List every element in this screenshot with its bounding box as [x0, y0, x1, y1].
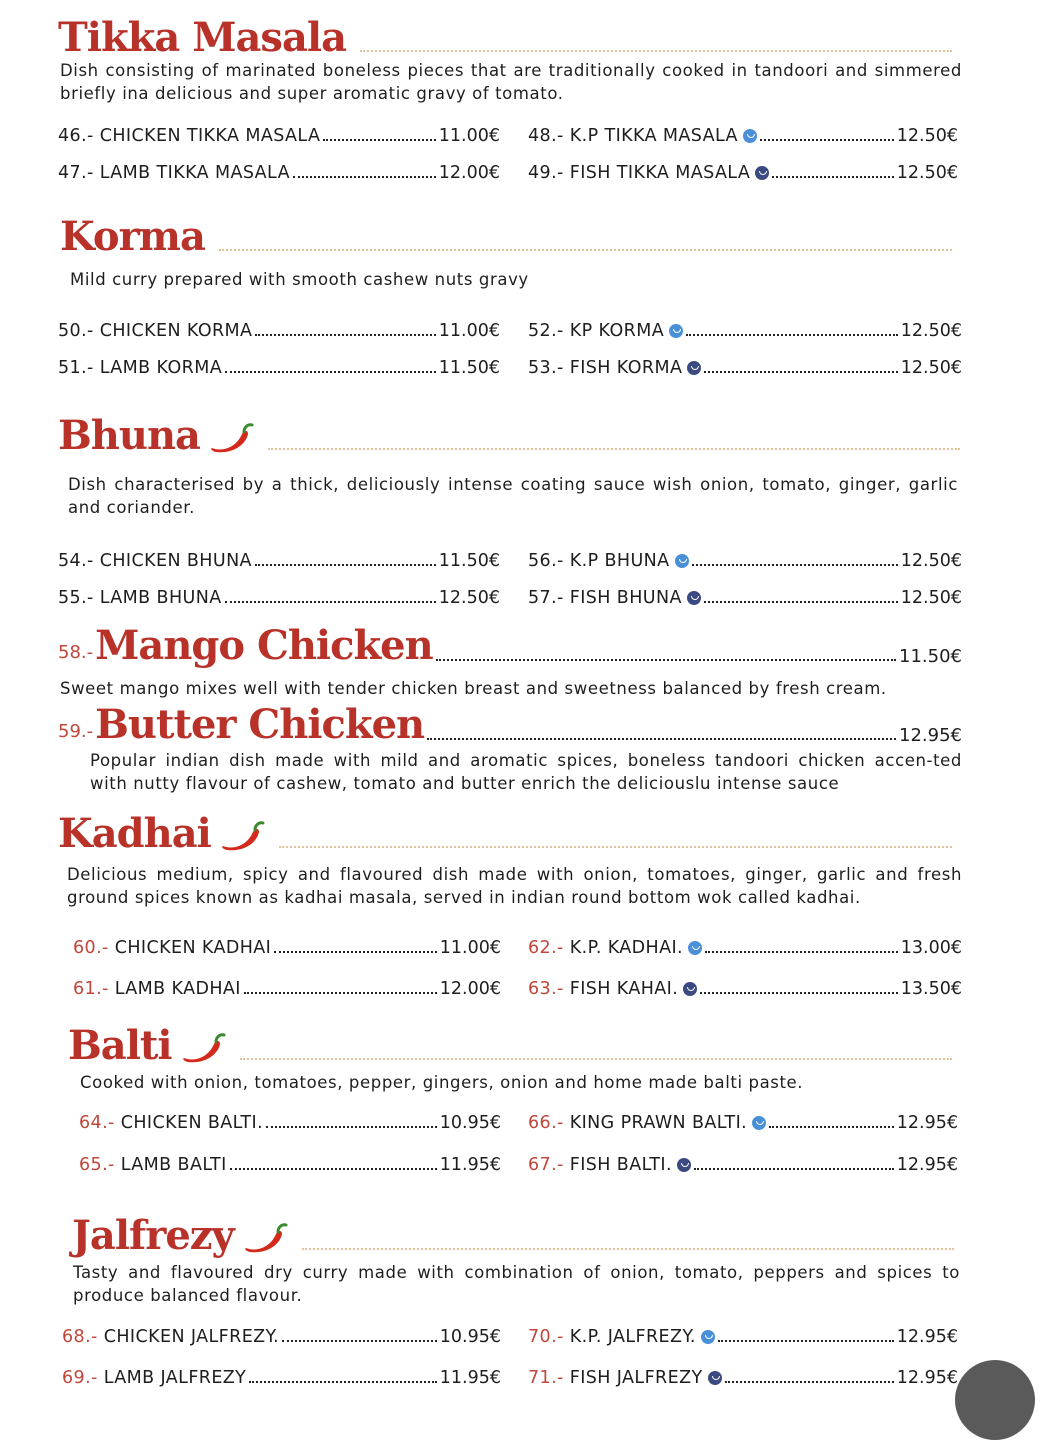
item-price: 12.50€ — [900, 551, 962, 571]
prawn-icon — [669, 324, 683, 338]
menu-item: 69.- LAMB JALFREZY 11.95€ — [62, 1368, 501, 1388]
item-name: KP KORMA — [569, 321, 665, 341]
menu-item: 46.- CHICKEN TIKKA MASALA 11.00€ — [58, 126, 500, 146]
prawn-icon — [743, 129, 757, 143]
menu-item: 62.- K.P. KADHAI. 13.00€ — [528, 938, 962, 958]
section-description: Popular indian dish made with mild and aromatic spices, boneless tandoori chicken accen-ted with nutty flavour of cashew, tomato and butter enrich the deliciouslu intense sauce — [90, 751, 962, 793]
item-price: 12.50€ — [900, 321, 962, 341]
chili-pepper-icon — [242, 1222, 288, 1254]
menu-item: 52.- KP KORMA 12.50€ — [528, 321, 962, 341]
scroll-button[interactable] — [955, 1360, 1035, 1440]
item-price: 11.50€ — [899, 646, 962, 667]
section-description: Dish consisting of marinated boneless pieces that are traditionally cooked in tandoori and simmered briefly ina delicious and super aromatic gravy of tomato. — [60, 61, 962, 103]
section-description: Tasty and flavoured dry curry made with combination of onion, tomato, peppers and spices to produce balanced flavour. — [73, 1263, 960, 1305]
chili-pepper-icon — [208, 422, 254, 454]
item-price: 10.95€ — [439, 1113, 501, 1133]
item-name: FISH JALFREZY — [569, 1368, 703, 1388]
item-name: FISH KORMA — [569, 358, 683, 378]
section-title: Mango Chicken — [95, 622, 433, 669]
item-name: K.P. KADHAI. — [569, 938, 684, 958]
prawn-icon — [675, 554, 689, 568]
menu-item: 51.- LAMB KORMA 11.50€ — [58, 358, 500, 378]
item-price: 11.00€ — [438, 126, 500, 146]
item-name: FISH KAHAI. — [569, 979, 679, 999]
menu-item: 47.- LAMB TIKKA MASALA 12.00€ — [58, 163, 500, 183]
menu-item: 64.- CHICKEN BALTI. 10.95€ — [79, 1113, 501, 1133]
item-name: LAMB KORMA — [99, 358, 223, 378]
item-price: 11.50€ — [438, 551, 500, 571]
item-price: 10.95€ — [439, 1327, 501, 1347]
section-description: Delicious medium, spicy and flavoured dish made with onion, tomatoes, ginger, garlic and fresh ground spices known as kadhai masala, served in indian round bottom wok called kadhai. — [67, 865, 962, 907]
fish-icon — [708, 1371, 722, 1385]
item-name: LAMB TIKKA MASALA — [99, 163, 290, 183]
tikka-masala-header — [58, 0, 962, 60]
menu-item: 66.- KING PRAWN BALTI. 12.95€ — [528, 1113, 958, 1133]
item-price: 11.00€ — [438, 321, 500, 341]
item-price: 12.00€ — [439, 979, 501, 999]
item-price: 12.50€ — [896, 163, 958, 183]
menu-item: 56.- K.P BHUNA 12.50€ — [528, 551, 962, 571]
item-price: 11.95€ — [439, 1155, 501, 1175]
item-name: CHICKEN BALTI. — [120, 1113, 264, 1133]
prawn-icon — [752, 1116, 766, 1130]
menu-item: 65.- LAMB BALTI 11.95€ — [79, 1155, 501, 1175]
prawn-icon — [688, 941, 702, 955]
fish-icon — [755, 166, 769, 180]
menu-item: 61.- LAMB KADHAI 12.00€ — [73, 979, 501, 999]
item-name: FISH BHUNA — [569, 588, 682, 608]
section-description: Mild curry prepared with smooth cashew nuts gravy — [70, 270, 529, 289]
fish-icon — [677, 1158, 691, 1172]
section-title: Korma — [60, 213, 205, 260]
section-title: Kadhai — [58, 810, 211, 857]
section-title: Butter Chicken — [95, 701, 425, 748]
item-price: 12.50€ — [900, 588, 962, 608]
item-price: 12.95€ — [896, 1113, 958, 1133]
section-title: Tikka Masala — [58, 14, 346, 61]
butter-chicken-header: 59.- Butter Chicken 12.95€ — [58, 701, 962, 748]
menu-item: 68.- CHICKEN JALFREZY. 10.95€ — [62, 1327, 501, 1347]
item-name: CHICKEN BHUNA — [99, 551, 252, 571]
mango-chicken-header: 58.- Mango Chicken 11.50€ — [58, 622, 962, 669]
item-price: 13.00€ — [900, 938, 962, 958]
fish-icon — [687, 591, 701, 605]
section-description: Sweet mango mixes well with tender chicken breast and sweetness balanced by fresh cream. — [60, 679, 887, 698]
item-price: 12.00€ — [438, 163, 500, 183]
section-title: Bhuna — [58, 412, 200, 459]
item-price: 11.50€ — [438, 358, 500, 378]
menu-item: 49.- FISH TIKKA MASALA 12.50€ — [528, 163, 958, 183]
section-description: Cooked with onion, tomatoes, pepper, gingers, onion and home made balti paste. — [80, 1073, 804, 1092]
item-name: CHICKEN TIKKA MASALA — [99, 126, 321, 146]
item-name: K.P. JALFREZY. — [569, 1327, 696, 1347]
menu-item: 67.- FISH BALTI. 12.95€ — [528, 1155, 958, 1175]
item-price: 11.00€ — [439, 938, 501, 958]
section-title: Jalfrezy — [72, 1212, 234, 1259]
menu-item: 70.- K.P. JALFREZY. 12.95€ — [528, 1327, 958, 1347]
menu-item: 71.- FISH JALFREZY 12.95€ — [528, 1368, 958, 1388]
menu-item: 50.- CHICKEN KORMA 11.00€ — [58, 321, 500, 341]
item-name: CHICKEN KORMA — [99, 321, 253, 341]
menu-item: 55.- LAMB BHUNA 12.50€ — [58, 588, 500, 608]
fish-icon — [683, 982, 697, 996]
item-name: KING PRAWN BALTI. — [569, 1113, 748, 1133]
item-price: 12.95€ — [896, 1368, 958, 1388]
item-name: K.P BHUNA — [569, 551, 670, 571]
balti-header — [68, 1008, 962, 1068]
item-name: LAMB BHUNA — [99, 588, 222, 608]
item-price: 11.95€ — [439, 1368, 501, 1388]
item-name: CHICKEN KADHAI — [114, 938, 272, 958]
jalfrezy-header — [72, 1198, 964, 1258]
menu-item: 57.- FISH BHUNA 12.50€ — [528, 588, 962, 608]
item-name: LAMB JALFREZY — [103, 1368, 247, 1388]
item-price: 12.95€ — [896, 1327, 958, 1347]
item-name: LAMB BALTI — [120, 1155, 227, 1175]
chili-pepper-icon — [219, 820, 265, 852]
item-name: FISH TIKKA MASALA — [569, 163, 751, 183]
chili-pepper-icon — [180, 1032, 226, 1064]
prawn-icon — [701, 1330, 715, 1344]
item-price: 12.95€ — [899, 725, 962, 746]
item-price: 12.95€ — [896, 1155, 958, 1175]
kadhai-header — [58, 796, 962, 856]
menu-item: 63.- FISH KAHAI. 13.50€ — [528, 979, 962, 999]
section-title: Balti — [68, 1022, 172, 1069]
item-name: FISH BALTI. — [569, 1155, 672, 1175]
item-price: 12.50€ — [896, 126, 958, 146]
item-name: LAMB KADHAI — [114, 979, 241, 999]
section-description: Dish characterised by a thick, deliciously intense coating sauce wish onion, tomato, ginger, garlic and coriander. — [68, 475, 958, 517]
korma-header — [60, 199, 962, 259]
item-price: 12.50€ — [438, 588, 500, 608]
item-name: K.P TIKKA MASALA — [569, 126, 738, 146]
menu-item: 48.- K.P TIKKA MASALA 12.50€ — [528, 126, 958, 146]
item-name: CHICKEN JALFREZY. — [103, 1327, 280, 1347]
menu-item: 54.- CHICKEN BHUNA 11.50€ — [58, 551, 500, 571]
item-price: 12.50€ — [900, 358, 962, 378]
menu-item: 53.- FISH KORMA 12.50€ — [528, 358, 962, 378]
fish-icon — [687, 361, 701, 375]
menu-item: 60.- CHICKEN KADHAI 11.00€ — [73, 938, 501, 958]
item-price: 13.50€ — [900, 979, 962, 999]
bhuna-header — [58, 398, 970, 458]
